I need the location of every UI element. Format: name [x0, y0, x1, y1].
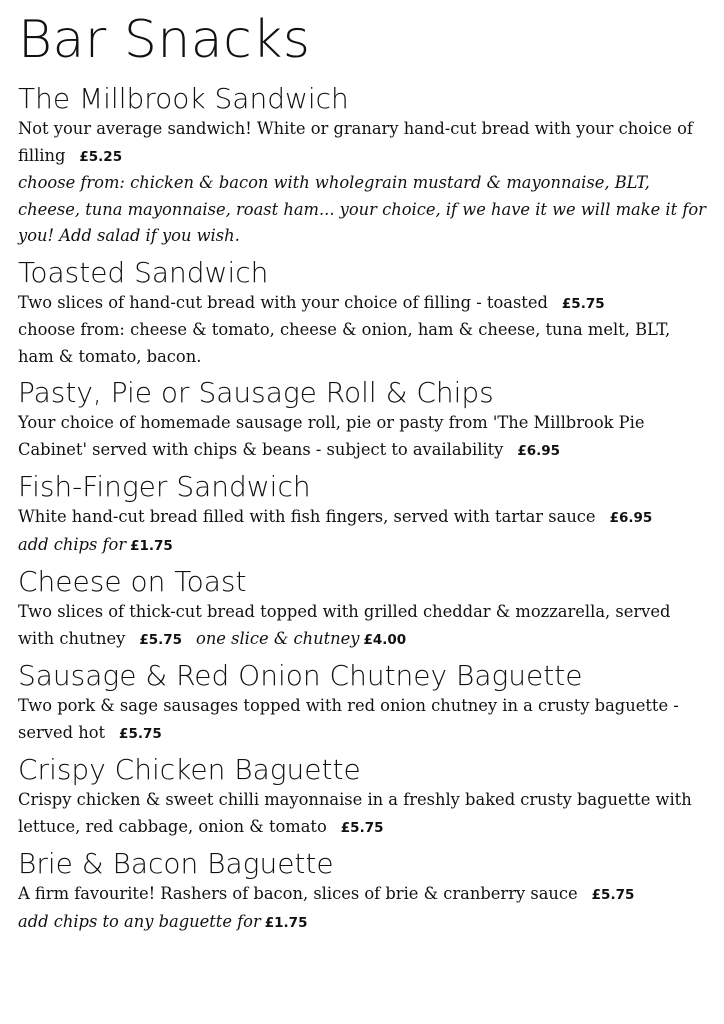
item-name: Crispy Chicken Baguette — [18, 753, 361, 786]
item-name: Brie & Bacon Baguette — [18, 847, 334, 880]
item-name: The Millbrook Sandwich — [18, 82, 349, 115]
item-price: £6.95 — [517, 442, 561, 459]
item-description: Two slices of hand-cut bread with your choice of filling - toasted £5.75 — [18, 292, 605, 312]
extra-price: £1.75 — [264, 914, 308, 931]
item-description: Your choice of homemade sausage roll, pie or pasty from 'The Millbrook Pie Cabinet' served with chips & beans - subject to availability £6.95 — [18, 413, 645, 459]
item-description: A firm favourite! Rashers of bacon, slices of brie & cranberry sauce £5.75 — [18, 884, 635, 903]
item-note: choose from: cheese & tomato, cheese & onion, ham & cheese, tuna melt, BLT, ham & tomato, bacon. — [18, 320, 671, 366]
item-extra: add chips for £1.75 — [18, 534, 173, 554]
option-text: one slice & chutney — [196, 628, 360, 648]
menu-title: Bar Snacks — [18, 10, 311, 70]
item-description: Not your average sandwich! White or granary hand-cut bread with your choice of filling £5.25 — [18, 119, 693, 165]
item-price: £6.95 — [609, 510, 653, 526]
menu-item — [18, 753, 706, 841]
item-name: Sausage & Red Onion Chutney Baguette — [18, 659, 583, 692]
menu-item — [18, 376, 706, 464]
item-price: £5.75 — [119, 725, 162, 742]
item-name: Cheese on Toast — [18, 565, 247, 598]
extra-price: £1.75 — [130, 537, 173, 554]
menu-item — [18, 82, 706, 250]
item-name: Fish-Finger Sandwich — [18, 470, 311, 503]
item-price: £5.75 — [561, 295, 605, 312]
item-description: Two pork & sage sausages topped with red onion chutney in a crusty baguette - served hot £5.75 — [18, 696, 679, 742]
item-description: Crispy chicken & sweet chilli mayonnaise in a freshly baked crusty baguette with lettuce, red cabbage, onion & tomato £5.75 — [18, 790, 692, 836]
item-price: £5.75 — [591, 887, 635, 903]
item-description: White hand-cut bread filled with fish fingers, served with tartar sauce £6.95 — [18, 507, 653, 526]
item-price: £5.75 — [340, 819, 384, 836]
menu-item — [18, 847, 706, 936]
menu-item — [18, 256, 706, 371]
option-price: £4.00 — [363, 631, 407, 648]
item-name: Toasted Sandwich — [18, 255, 269, 289]
item-note: choose from: chicken & bacon with wholegrain mustard & mayonnaise, BLT, cheese, tuna mayonnaise, roast ham... your choice, if we have it we will make it for you! Add salad if you wish. — [18, 173, 706, 245]
item-price: £5.75 — [139, 631, 183, 648]
menu-item — [18, 565, 706, 653]
item-description: Two slices of thick-cut bread topped with grilled cheddar & mozzarella, served with chutney £5.75 one slice & chutney £4.00 — [18, 602, 671, 648]
item-extra: add chips to any baguette for £1.75 — [18, 911, 308, 931]
menu-item — [18, 470, 706, 559]
item-name: Pasty, Pie or Sausage Roll & Chips — [18, 376, 494, 409]
menu-item — [18, 659, 706, 747]
item-price: £5.25 — [79, 148, 123, 165]
